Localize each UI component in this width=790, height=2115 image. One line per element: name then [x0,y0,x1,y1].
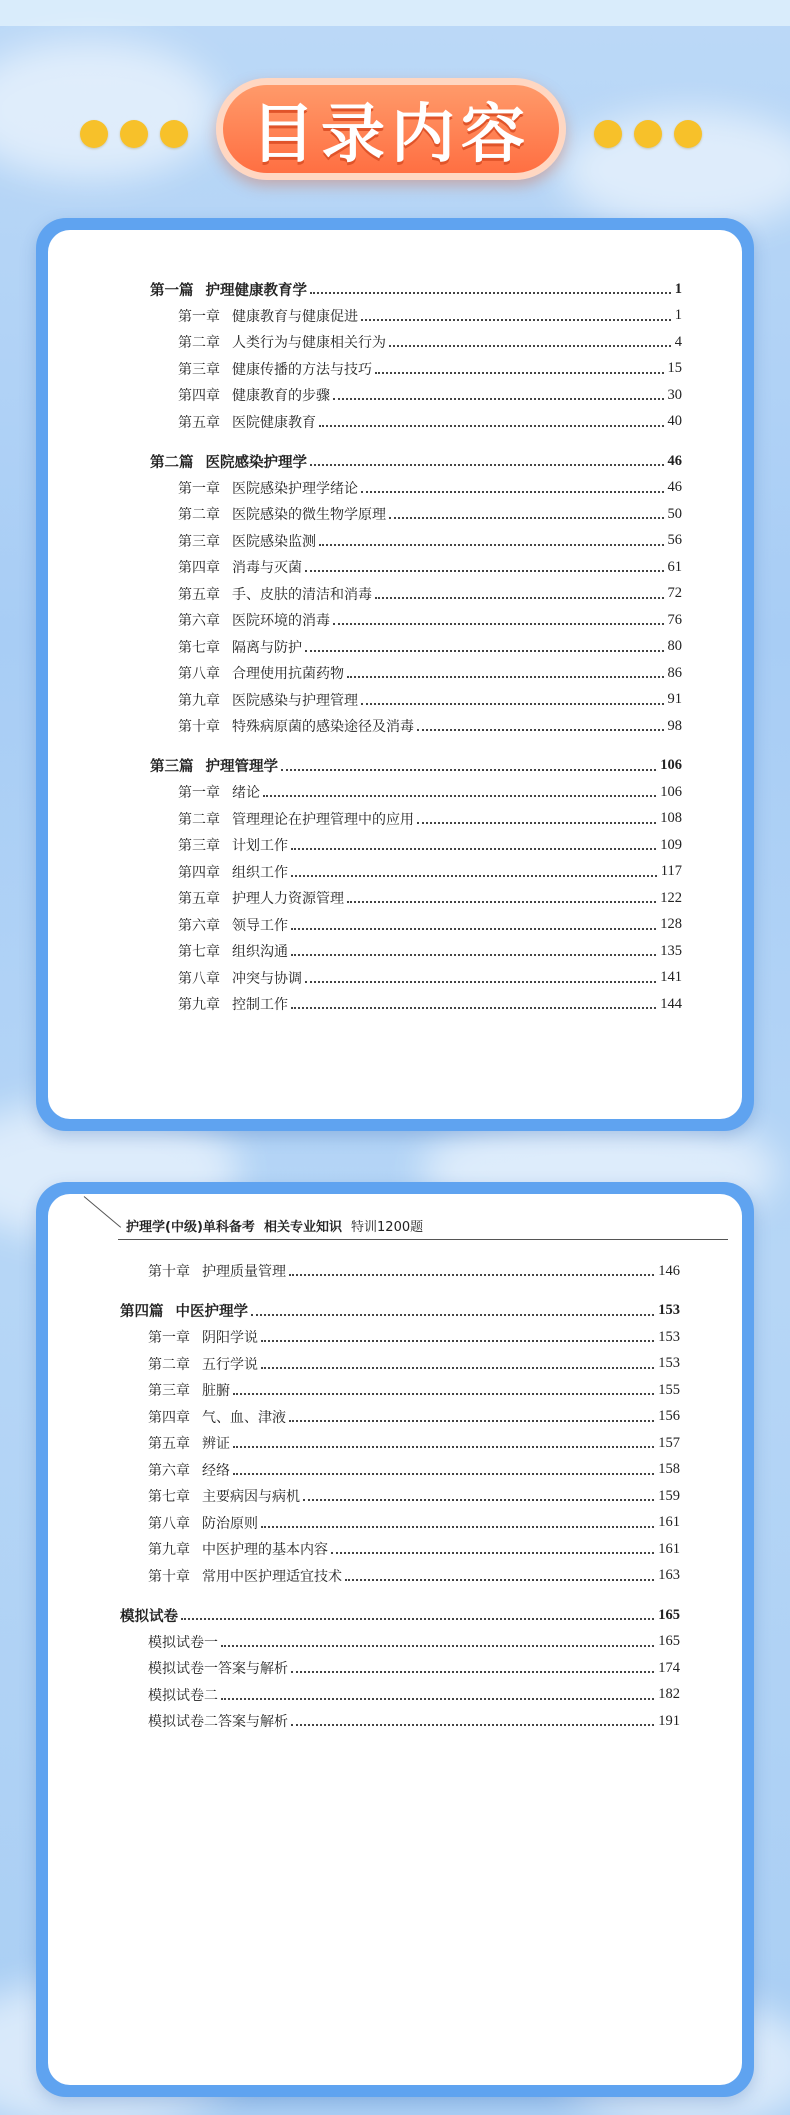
toc-chapter-number: 第四章 [178,864,220,881]
dot-leader [375,597,664,599]
dot-leader [233,1473,654,1475]
toc-entry-title: 护理健康教育学 [205,282,307,299]
toc-page-number: 141 [656,969,682,986]
dot-leader [333,623,664,625]
toc-chapter-row [150,501,682,528]
toc-chapter-row [120,1483,680,1510]
dot-leader [221,1645,654,1647]
decor-dot [160,120,188,148]
toc-part-row [150,276,682,303]
dot-leader [261,1526,654,1528]
toc-chapter-row [150,713,682,740]
toc-page-number: 40 [664,413,683,430]
toc-entry-label [178,610,333,630]
toc-chapter-row [120,1510,680,1537]
toc-page-number: 156 [654,1408,680,1425]
toc-page-number: 30 [664,387,683,404]
toc-chapter-row [150,475,682,502]
toc-chapter-number: 第三章 [178,361,220,378]
section-gap [120,1285,680,1298]
toc-chapter-row [150,859,682,886]
page-title: 目录内容 [251,98,531,172]
toc-entry-title: 隔离与防护 [232,639,302,656]
toc-entry-label [148,1658,291,1678]
toc-entry-label [178,716,417,736]
toc-entry-title: 医院环境的消毒 [232,613,330,630]
dot-leader [291,954,656,956]
running-head-series: 特训1200题 [351,1220,424,1235]
toc-entry-label [178,915,291,935]
toc-chapter-row [150,607,682,634]
toc-entry-title: 医院感染监测 [232,533,316,550]
toc-entry-label [178,888,347,908]
toc-page-number: 191 [654,1713,680,1730]
toc-entry-title: 中医护理的基本内容 [202,1542,328,1559]
toc-entry-title: 护理质量管理 [202,1264,286,1281]
toc-entry-title: 阴阳学说 [202,1330,258,1347]
dot-leader [417,822,656,824]
toc-entry-label [150,755,281,776]
toc-entry-label [120,1300,251,1321]
toc-page-number: 86 [664,665,683,682]
toc-page-number: 76 [664,612,683,629]
dot-leader [181,1618,654,1620]
running-head-subject: 相关专业知识 [263,1220,342,1235]
dot-leader [251,1314,654,1316]
toc-entry-title: 模拟试卷二 [148,1687,218,1704]
toc-entry-title: 模拟试卷一 [148,1634,218,1651]
toc-chapter-row [150,382,682,409]
toc-entry-label [148,1711,291,1731]
toc-chapter-number: 第十章 [148,1264,190,1281]
toc-chapter-number: 第四章 [148,1409,190,1426]
toc-chapter-number: 第一章 [178,480,220,497]
running-head-rule [118,1239,728,1240]
toc-page-number: 135 [656,943,682,960]
dot-leader [347,676,664,678]
toc-chapter-row [120,1457,680,1484]
toc-chapter-row [150,806,682,833]
dot-leader [291,875,657,877]
toc-entry-label [148,1685,221,1705]
dot-leader [305,650,664,652]
toc-entry-label [178,504,389,524]
toc-entry-title: 医院感染护理学绪论 [232,480,358,497]
toc-chapter-row [150,581,682,608]
dot-leader [289,1274,654,1276]
toc-card-2 [36,1182,754,2097]
toc-entry-label [148,1354,261,1374]
toc-entry-label [178,994,291,1014]
toc-entry-title: 计划工作 [232,838,288,855]
dot-leader [389,517,664,519]
running-head-text [126,1216,423,1235]
toc-page-number: 157 [654,1435,680,1452]
toc-entry-title: 经络 [202,1462,230,1479]
toc-part-row [150,753,682,780]
toc-page-number: 159 [654,1488,680,1505]
toc-entry-label [178,557,305,577]
toc-entry-label [178,663,347,683]
toc-entry-label [178,359,375,379]
dot-leader [261,1367,654,1369]
toc-page-number: 106 [656,757,682,774]
toc-page-number: 56 [664,532,683,549]
toc-chapter-row [150,885,682,912]
toc-entry-title: 护理人力资源管理 [232,891,344,908]
toc-page-number: 158 [654,1461,680,1478]
toc-entry-label [148,1327,261,1347]
toc-chapter-number: 第九章 [178,692,220,709]
toc-entry-title: 医院感染护理学 [205,454,307,471]
toc-entry-label [148,1380,233,1400]
toc-entry-title: 管理理论在护理管理中的应用 [232,811,414,828]
toc-page-number: 61 [664,559,683,576]
toc-entry-label [178,941,291,961]
toc-chapter-row [120,1258,680,1285]
toc-list-2 [120,1258,680,1735]
toc-part-row [120,1602,680,1629]
toc-entry-label [178,809,417,829]
toc-chapter-row [150,409,682,436]
toc-entry-title: 冲突与协调 [232,970,302,987]
toc-page-1 [48,230,742,1119]
toc-chapter-row [120,1682,680,1709]
toc-page-number: 182 [654,1686,680,1703]
toc-entry-title: 健康传播的方法与技巧 [232,361,372,378]
decor-dot [674,120,702,148]
toc-chapter-number: 第五章 [178,586,220,603]
toc-page-number: 4 [671,334,682,351]
toc-page-number: 1 [671,281,682,298]
toc-entry-title: 健康教育的步骤 [232,388,330,405]
toc-page-number: 1 [671,307,682,324]
running-head [48,1194,742,1240]
toc-entry-label [178,478,361,498]
toc-chapter-number: 第三章 [178,533,220,550]
toc-entry-title: 特殊病原菌的感染途径及消毒 [232,719,414,736]
toc-entry-label [178,862,291,882]
toc-chapter-number: 第七章 [178,944,220,961]
toc-entry-label [178,690,361,710]
toc-entry-title: 中医护理学 [175,1304,248,1321]
toc-chapter-number: 第二篇 [150,454,194,471]
toc-chapter-row [150,965,682,992]
toc-chapter-row [120,1536,680,1563]
decor-dot [594,120,622,148]
dot-leader [221,1698,654,1700]
toc-chapter-number: 第八章 [178,666,220,683]
toc-entry-label [148,1539,331,1559]
toc-entry-title: 护理管理学 [205,759,278,776]
dot-leader [289,1420,654,1422]
toc-entry-title: 模拟试卷一答案与解析 [148,1661,288,1678]
toc-page-number: 153 [654,1302,680,1319]
toc-chapter-number: 第二章 [178,811,220,828]
toc-entry-label [178,782,263,802]
toc-entry-title: 医院健康教育 [232,414,316,431]
toc-list-1 [150,276,682,1018]
dot-leader [361,491,664,493]
toc-page-number: 161 [654,1514,680,1531]
section-gap [150,435,682,448]
dot-leader [291,1671,654,1673]
dot-leader [319,425,664,427]
toc-page-number: 153 [654,1355,680,1372]
toc-chapter-number: 第九章 [178,997,220,1014]
dot-leader [303,1499,654,1501]
header [0,78,790,188]
toc-part-row [150,448,682,475]
decor-dot [634,120,662,148]
dot-leader [233,1446,654,1448]
decor-dot [80,120,108,148]
toc-chapter-row [150,660,682,687]
dot-leader [233,1393,654,1395]
toc-chapter-number: 第七章 [178,639,220,656]
toc-entry-title: 常用中医护理适宜技术 [202,1568,342,1585]
dot-leader [305,570,664,572]
dot-leader [347,901,656,903]
toc-chapter-number: 第一章 [178,785,220,802]
toc-entry-title: 脏腑 [202,1383,230,1400]
toc-entry-label [148,1261,289,1281]
toc-chapter-number: 第六章 [178,917,220,934]
toc-page-number: 165 [654,1607,680,1624]
toc-entry-title: 主要病因与病机 [202,1489,300,1506]
toc-entry-label [148,1486,303,1506]
toc-entry-label [178,584,375,604]
toc-chapter-row [150,554,682,581]
toc-chapter-row [150,634,682,661]
dot-leader [389,345,671,347]
toc-page-number: 122 [656,890,682,907]
toc-page-number: 50 [664,506,683,523]
toc-entry-label [178,306,361,326]
toc-chapter-row [120,1404,680,1431]
toc-chapter-number: 第八章 [148,1515,190,1532]
toc-entry-title: 气、血、津液 [202,1409,286,1426]
toc-page-number: 106 [656,784,682,801]
left-dots [80,120,188,148]
running-head-diagonal [84,1196,121,1228]
toc-entry-label [148,1566,345,1586]
toc-chapter-number: 第四章 [178,388,220,405]
toc-page-number: 153 [654,1329,680,1346]
toc-entry-label [178,835,291,855]
toc-chapter-row [120,1324,680,1351]
toc-chapter-row [120,1430,680,1457]
dot-leader [331,1552,654,1554]
toc-entry-label [178,968,305,988]
toc-chapter-row [120,1708,680,1735]
dot-leader [375,372,664,374]
toc-entry-title: 绪论 [232,785,260,802]
toc-page-number: 91 [664,691,683,708]
toc-chapter-row [150,991,682,1018]
toc-chapter-number: 第二章 [178,507,220,524]
dot-leader [291,848,656,850]
toc-chapter-number: 第六章 [178,613,220,630]
toc-chapter-number: 第五章 [178,891,220,908]
title-badge [216,78,566,180]
toc-entry-title: 医院感染的微生物学原理 [232,507,386,524]
toc-chapter-number: 第四章 [178,560,220,577]
toc-chapter-number: 第一章 [178,308,220,325]
dot-leader [361,319,671,321]
toc-entry-label [148,1513,261,1533]
dot-leader [291,1724,654,1726]
toc-chapter-row [150,303,682,330]
toc-chapter-number: 第二章 [148,1356,190,1373]
toc-entry-label [178,531,319,551]
toc-entry-label [178,412,319,432]
toc-entry-title: 组织沟通 [232,944,288,961]
right-dots [594,120,702,148]
toc-chapter-row [150,779,682,806]
toc-page-number: 165 [654,1633,680,1650]
top-strip [0,0,790,26]
toc-entry-title: 组织工作 [232,864,288,881]
toc-chapter-row [120,1377,680,1404]
toc-chapter-number: 第十章 [148,1568,190,1585]
dot-leader [417,729,664,731]
toc-page-number: 146 [654,1263,680,1280]
toc-page-number: 80 [664,638,683,655]
dot-leader [291,1007,656,1009]
toc-entry-label [148,1460,233,1480]
toc-entry-title: 消毒与灭菌 [232,560,302,577]
toc-entry-title: 手、皮肤的清洁和消毒 [232,586,372,603]
toc-chapter-row [150,528,682,555]
toc-chapter-number: 第二章 [178,335,220,352]
toc-entry-title: 医院感染与护理管理 [232,692,358,709]
dot-leader [281,769,656,771]
dot-leader [263,795,656,797]
toc-chapter-row [150,687,682,714]
toc-page-number: 108 [656,810,682,827]
toc-page-number: 163 [654,1567,680,1584]
toc-chapter-number: 第六章 [148,1462,190,1479]
toc-chapter-number: 第五章 [148,1436,190,1453]
dot-leader [345,1579,654,1581]
toc-entry-title: 健康教育与健康促进 [232,308,358,325]
toc-chapter-row [150,356,682,383]
dot-leader [361,703,664,705]
toc-chapter-number: 第五章 [178,414,220,431]
toc-chapter-number: 第十章 [178,719,220,736]
dot-leader [310,292,671,294]
dot-leader [333,398,664,400]
toc-entry-title: 控制工作 [232,997,288,1014]
dot-leader [319,544,664,546]
dot-leader [305,981,656,983]
toc-entry-title: 领导工作 [232,917,288,934]
toc-entry-title: 辨证 [202,1436,230,1453]
toc-page-number: 109 [656,837,682,854]
toc-page-number: 117 [657,863,682,880]
toc-entry-title: 合理使用抗菌药物 [232,666,344,683]
dot-leader [261,1340,654,1342]
toc-entry-title: 五行学说 [202,1356,258,1373]
toc-chapter-number: 第一章 [148,1330,190,1347]
toc-page-number: 15 [664,360,683,377]
toc-entry-label [120,1605,181,1626]
toc-chapter-number: 第三章 [178,838,220,855]
running-head-book: 护理学(中级)单科备考 [126,1220,255,1235]
toc-page-2 [48,1194,742,2085]
toc-chapter-number: 第七章 [148,1489,190,1506]
toc-entry-label [150,279,310,300]
toc-chapter-number: 第一篇 [150,282,194,299]
decor-dot [120,120,148,148]
toc-chapter-row [120,1351,680,1378]
toc-entry-label [148,1433,233,1453]
toc-entry-label [178,385,333,405]
toc-entry-title: 模拟试卷 [120,1608,178,1625]
toc-page-number: 144 [656,996,682,1013]
toc-page-number: 128 [656,916,682,933]
dot-leader [291,928,656,930]
toc-part-row [120,1298,680,1325]
section-gap [150,740,682,753]
toc-page-number: 46 [664,453,683,470]
toc-chapter-row [150,832,682,859]
toc-chapter-row [150,329,682,356]
toc-entry-label [150,451,310,472]
toc-chapter-row [120,1655,680,1682]
toc-chapter-number: 第三章 [148,1383,190,1400]
toc-entry-label [178,637,305,657]
toc-chapter-number: 第三篇 [150,759,194,776]
toc-page-number: 155 [654,1382,680,1399]
toc-chapter-row [120,1629,680,1656]
toc-page-number: 72 [664,585,683,602]
toc-entry-title: 模拟试卷二答案与解析 [148,1714,288,1731]
toc-chapter-row [120,1563,680,1590]
toc-card-1 [36,218,754,1131]
toc-page-number: 174 [654,1660,680,1677]
toc-entry-title: 人类行为与健康相关行为 [232,335,386,352]
dot-leader [310,464,664,466]
toc-entry-label [148,1407,289,1427]
section-gap [120,1589,680,1602]
toc-chapter-number: 第九章 [148,1542,190,1559]
toc-page-number: 98 [664,718,683,735]
toc-chapter-row [150,938,682,965]
toc-page-number: 161 [654,1541,680,1558]
toc-chapter-number: 第四篇 [120,1304,164,1321]
toc-entry-label [178,332,389,352]
toc-page-number: 46 [664,479,683,496]
toc-chapter-number: 第八章 [178,970,220,987]
toc-chapter-row [150,912,682,939]
toc-entry-title: 防治原则 [202,1515,258,1532]
toc-entry-label [148,1632,221,1652]
